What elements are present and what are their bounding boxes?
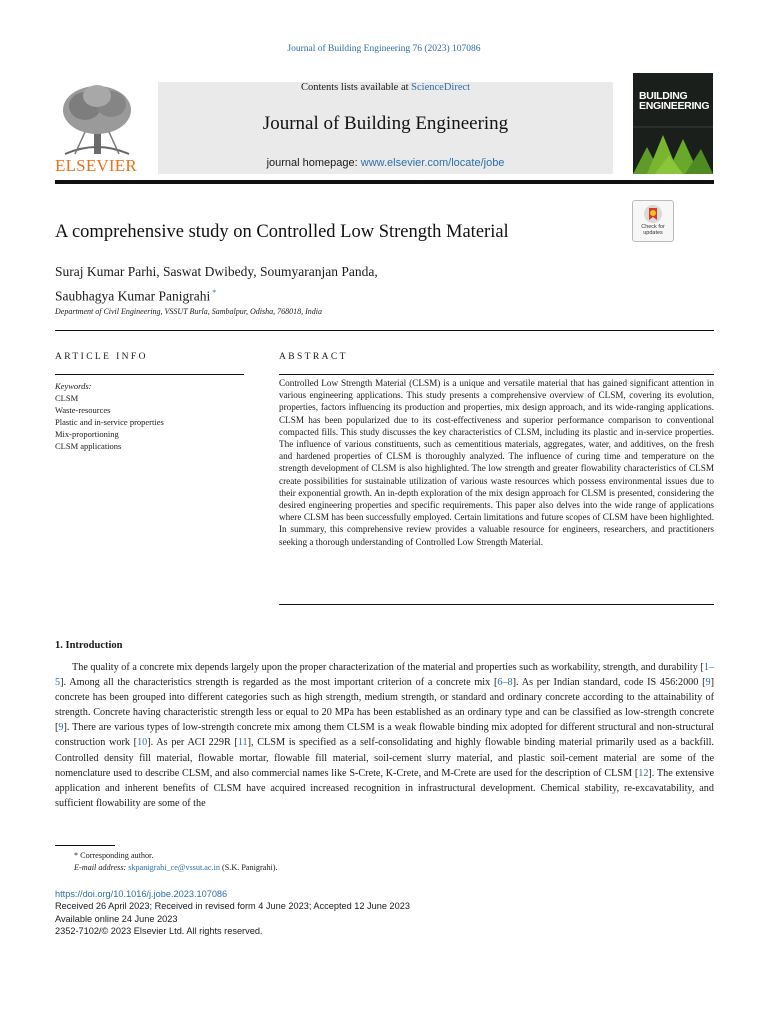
authors-line1: Suraj Kumar Parhi, Saswat Dwibedy, Soumyaranjan Panda, [55,264,378,279]
cover-title [639,91,709,111]
contents-prefix: Contents lists available at [300,82,412,93]
paragraph-text: ]. There are various types of low-strength concrete mix among them CLSM is a weak flowable binding mix adopted for different structural and non-structural construction work [ [55,722,714,749]
abstract-text: Controlled Low Strength Material (CLSM) is a unique and versatile material that has gained significant attention in various engineering applications. This study presents a comprehensive overview of CLSM, covering its evolution, properties, factors influencing its production and properties, mix design approach, and its wide-ranging applications. CLSM has been popularized due to its cost-effectiveness and superior performance comparison to conventional compacted fills. This study discusses the key characteristics of CLSM, including its plastic and in-service properties. The influence of various constituents, such as cementitious materials, aggregates, water, and additives, on the fresh and hardened properties of CLSM is thoroughly analyzed. The influence of curing time and temperature on the strength development of CLSM is also highlighted. The low strength and greater flowability characteristics of CLSM create possibilities for sustainable utilization of various waste resources which possess environmental issues due to their exponential growth. An in-depth exploration of the mix design approach for CLSM is presented, considering the desired engineering properties and specific requirements. This paper also delves into the wide range of applications where CLSM has been successfully employed. Certain limitations and future scopes of CLSM have been highlighted. In summary, this comprehensive review provides a valuable resource for engineers, researchers, and practitioners seeking a thorough understanding of Controlled Low Strength Material. [279,378,714,547]
journal-homepage [158,157,613,169]
copyright: 2352-7102/© 2023 Elsevier Ltd. All rights reserved. [55,926,263,937]
cover-title-line2: ENGINEERING [639,100,710,112]
paragraph-text: ]. As per ACI 229R [ [147,737,238,749]
check-updates-line2: updates [643,230,663,236]
journal-citation-link[interactable]: Journal of Building Engineering 76 (2023) 107086 [287,44,481,54]
cover-graphic [633,117,713,174]
article-title: A comprehensive study on Controlled Low Strength Material [55,222,509,242]
email-line [74,862,278,874]
citation-link[interactable]: 1–5 [55,662,714,689]
citation-link[interactable]: 9 [58,722,64,734]
footnote [74,850,278,874]
paragraph-text: ] concrete has been grouped into different categories such as high strength, medium strength, or standard and ordinary concrete according to the attainability of strength. Concrete having characteristic strength less or equal to 20 MPa has been established as an ordinary type and can be classified as low-strength concrete [ [55,677,714,734]
authors-line2 [55,282,555,307]
abstract-rule [279,374,714,375]
keyword-item: CLSM applications [55,441,122,451]
cover-title-line1: BUILDING [639,90,688,102]
email-label: E-mail address: [74,863,129,872]
check-updates-line1: Check for [641,224,665,230]
journal-cover-image [633,73,713,174]
available-online: Available online 24 June 2023 [55,913,178,924]
citation-link[interactable]: 12 [638,767,649,779]
email-suffix: (S.K. Panigrahi). [219,863,278,872]
elsevier-logo [55,80,139,176]
keyword-item: Waste-resources [55,405,111,415]
elsevier-wordmark: ELSEVIER [55,156,137,175]
homepage-link[interactable]: www.elsevier.com/locate/jobe [360,157,505,169]
citation-link[interactable]: 9 [705,677,711,689]
keyword-item: Mix-proportioning [55,429,119,439]
article-info-rule [55,374,244,375]
keywords-label: Keywords: [55,381,92,391]
journal-title: Journal of Building Engineering [262,113,509,134]
header-divider [55,330,714,331]
article-info-heading: ARTICLE INFO [55,352,148,362]
keywords-block [55,380,164,452]
corresponding-author-mark[interactable]: * [212,288,217,297]
check-updates-label [633,224,673,236]
sciencedirect-link[interactable]: ScienceDirect [411,82,471,93]
received-dates: Received 26 April 2023; Received in revised form 4 June 2023; Accepted 12 June 2023 [55,901,410,912]
section-heading-introduction: 1. Introduction [55,640,123,651]
contents-line [158,82,613,93]
paragraph-text: ]. The extensive application and inherent benefits of CLSM have acquired increased recognition in infrastructural development. Chemical stability, re-excavatability, and sufficient flowability are some of the [55,767,714,809]
check-for-updates-button[interactable] [632,200,674,242]
keyword-item: CLSM [55,393,79,403]
elsevier-tree-icon [55,80,139,158]
publication-info [55,888,410,938]
citation-link[interactable]: 10 [137,737,148,749]
crossmark-icon [643,204,663,224]
abstract-bottom-rule [279,604,714,605]
homepage-prefix: journal homepage: [266,157,361,169]
paragraph-text: The quality of a concrete mix depends largely upon the proper characterization of the material and properties such as workability, strength, and durability [ [72,662,704,673]
paragraph-text: ]. As per Indian standard, code IS 456:2000 [ [512,677,706,689]
affiliation: Department of Civil Engineering, VSSUT Burla, Sambalpur, Odisha, 768018, India [55,307,322,316]
corresponding-author-name[interactable]: Saubhagya Kumar Panigrahi [55,288,211,304]
paragraph-text: ]. Among all the characteristics strength is regarded as the most important criterion of a concrete mix [ [60,677,498,689]
masthead-rule [55,180,714,184]
abstract-heading: ABSTRACT [279,352,348,362]
footnote-rule [55,845,115,846]
citation-link[interactable]: 6–8 [497,677,513,689]
citation-link[interactable]: 11 [237,737,248,749]
corresponding-author-note: * Corresponding author. [74,851,154,860]
doi-link[interactable]: https://doi.org/10.1016/j.jobe.2023.107086 [55,889,228,899]
introduction-paragraph [55,660,714,811]
author-list [55,261,555,307]
paragraph-text: ], CLSM is specified as a self-consolidating and highly flowable binding material primarily used as a backfill. Controlled density fill material, flowable mortar, flowable fill material, soil-cement slurry material, and plastic soil-cement material are some of the nomenclature used to describe CLSM, and also commercial names like S-Crete, K-Crete, and M-Crete are used for the description of CLSM [ [55,737,714,779]
author-email-link[interactable]: skpanigrahi_ce@vssut.ac.in [128,863,220,872]
keyword-item: Plastic and in-service properties [55,417,164,427]
